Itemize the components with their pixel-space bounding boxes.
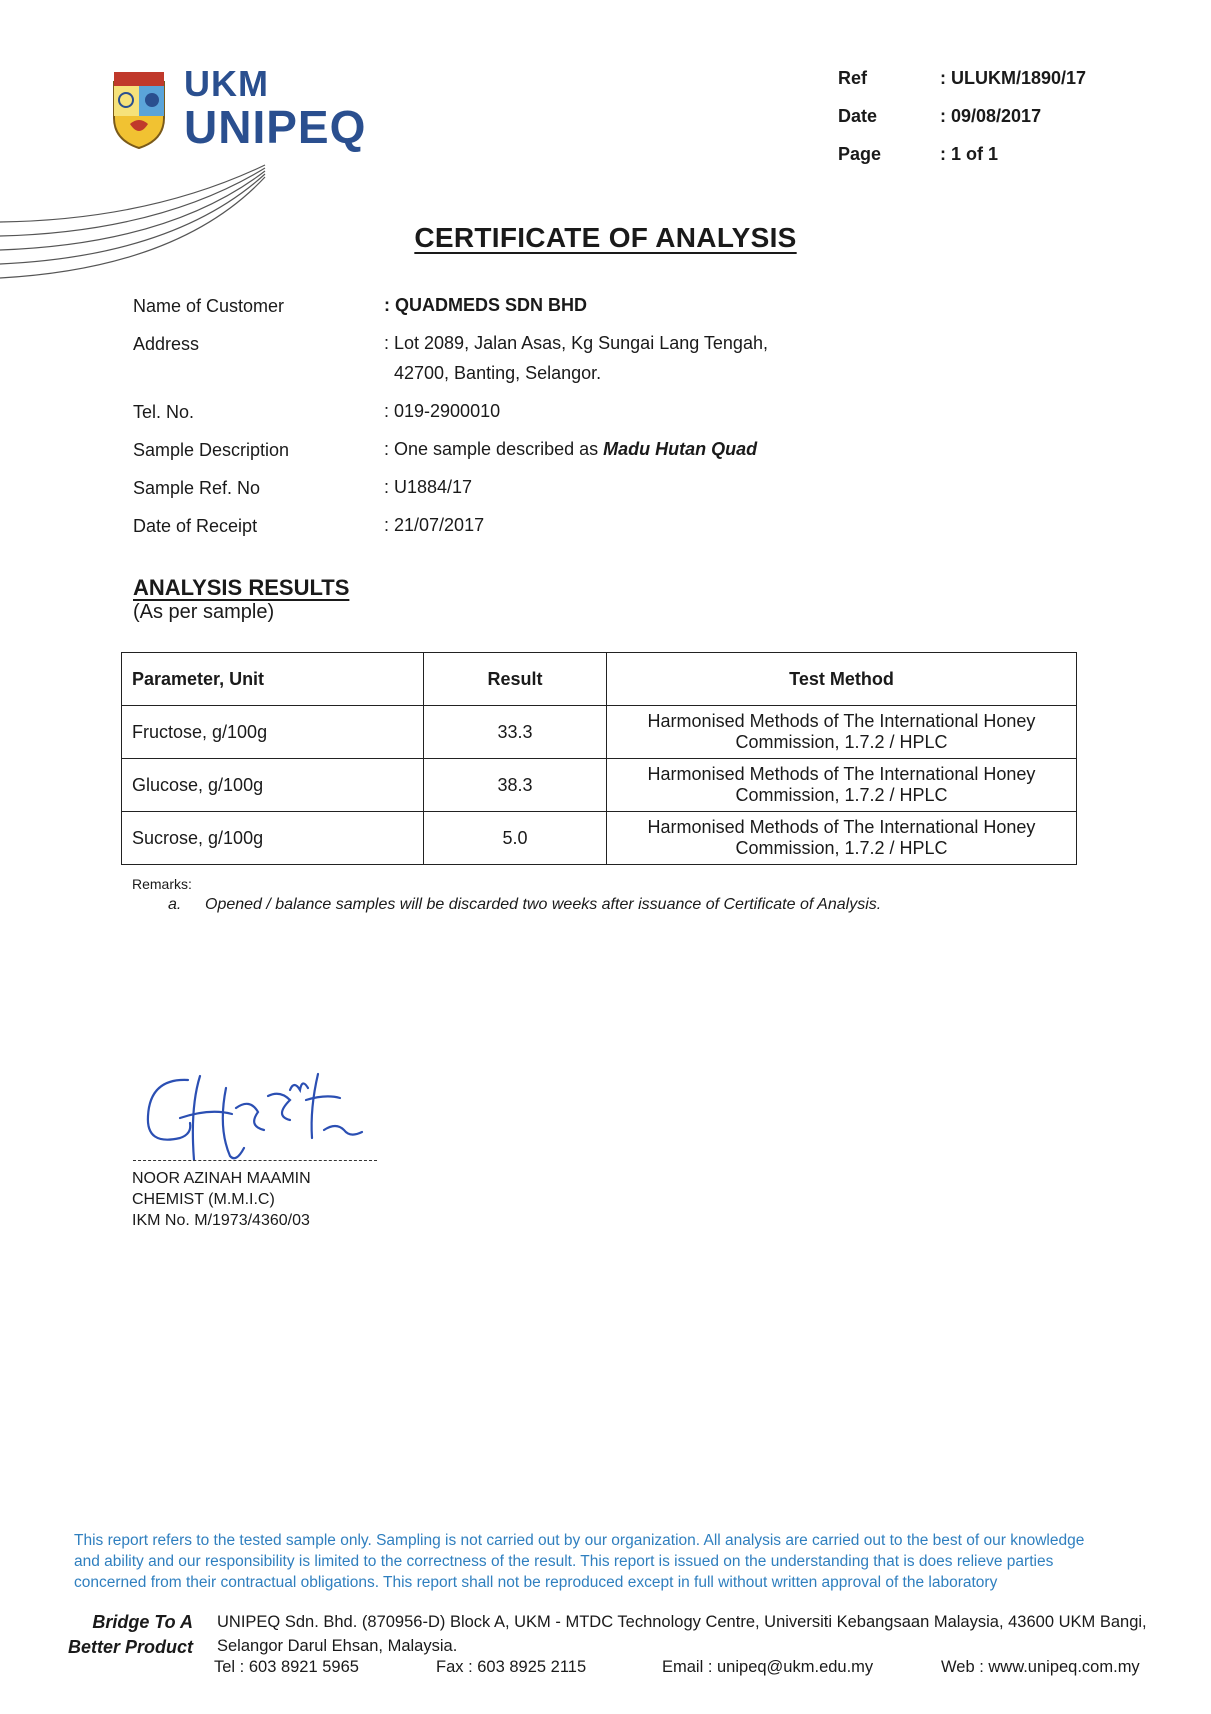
method-line-2: Commission, 1.7.2 / HPLC bbox=[735, 838, 948, 858]
ref-label: Ref bbox=[838, 68, 868, 88]
handwritten-signature bbox=[140, 1068, 370, 1163]
remarks-item-letter: a. bbox=[168, 896, 182, 913]
tagline-line-2: Better Product bbox=[67, 1637, 193, 1657]
parameter-cell: Fructose, g/100g bbox=[122, 706, 424, 759]
receipt-date-value: : 21/07/2017 bbox=[384, 515, 485, 535]
signatory-ikm-number: IKM No. M/1973/4360/03 bbox=[132, 1212, 310, 1229]
method-cell bbox=[607, 706, 1077, 759]
logo-text-ukm: UKM bbox=[184, 63, 269, 104]
remarks-item bbox=[168, 896, 881, 914]
table-row bbox=[122, 759, 1077, 812]
table-row bbox=[122, 706, 1077, 759]
sample-description-row bbox=[133, 440, 1033, 478]
parameter-cell: Glucose, g/100g bbox=[122, 759, 424, 812]
tagline-line-1: Bridge To A bbox=[92, 1612, 193, 1632]
signatory-name: NOOR AZINAH MAAMIN bbox=[132, 1170, 311, 1187]
page-value: : 1 of 1 bbox=[940, 144, 999, 164]
remarks-item-text: Opened / balance samples will be discarded two weeks after issuance of Certificate of Analysis. bbox=[205, 896, 882, 913]
address-line-1: : Lot 2089, Jalan Asas, Kg Sungai Lang Tengah, bbox=[384, 333, 768, 353]
method-line-1: Harmonised Methods of The International Honey bbox=[647, 711, 1036, 731]
table-row bbox=[122, 812, 1077, 865]
sample-ref-row bbox=[133, 478, 1033, 516]
tel-label: Tel. No. bbox=[133, 402, 195, 422]
method-line-1: Harmonised Methods of The International Honey bbox=[647, 817, 1036, 837]
footer-telephone: Tel : 603 8921 5965 bbox=[214, 1658, 359, 1676]
address-value bbox=[384, 328, 768, 402]
date-value: : 09/08/2017 bbox=[940, 106, 1042, 126]
parameter-cell: Sucrose, g/100g bbox=[122, 812, 424, 865]
remarks-label: Remarks: bbox=[132, 876, 192, 892]
receipt-date-label: Date of Receipt bbox=[133, 516, 258, 536]
results-table bbox=[121, 652, 1077, 865]
sample-ref-value: : U1884/17 bbox=[384, 477, 473, 497]
footer-email[interactable]: Email : unipeq@ukm.edu.my bbox=[662, 1658, 874, 1676]
column-header-parameter: Parameter, Unit bbox=[122, 653, 424, 706]
method-line-2: Commission, 1.7.2 / HPLC bbox=[735, 732, 948, 752]
signatory-block bbox=[132, 1168, 311, 1231]
customer-info bbox=[133, 296, 1033, 554]
page-row bbox=[838, 144, 1138, 182]
company-address bbox=[217, 1610, 1177, 1658]
method-line-2: Commission, 1.7.2 / HPLC bbox=[735, 785, 948, 805]
result-cell: 38.3 bbox=[424, 759, 607, 812]
certificate-title: CERTIFICATE OF ANALYSIS bbox=[414, 222, 797, 253]
date-label: Date bbox=[838, 106, 878, 126]
receipt-date-row bbox=[133, 516, 1033, 554]
company-address-line-1: UNIPEQ Sdn. Bhd. (870956-D) Block A, UKM - MTDC Technology Centre, Universiti Kebangsaan Malaysia, 43600 UKM Bangi, bbox=[217, 1613, 1147, 1631]
customer-name-value: : QUADMEDS SDN BHD bbox=[384, 295, 588, 315]
footer-tagline bbox=[58, 1610, 193, 1660]
column-header-test-method: Test Method bbox=[607, 653, 1077, 706]
address-label: Address bbox=[133, 334, 200, 354]
reference-block bbox=[838, 68, 1138, 182]
ref-value: : ULUKM/1890/17 bbox=[940, 68, 1087, 88]
footer-fax: Fax : 603 8925 2115 bbox=[436, 1658, 587, 1676]
result-cell: 5.0 bbox=[424, 812, 607, 865]
footer-disclaimer bbox=[74, 1530, 1164, 1593]
analysis-results-subheading: (As per sample) bbox=[133, 601, 275, 623]
signatory-title: CHEMIST (M.M.I.C) bbox=[132, 1191, 275, 1208]
footer-website[interactable]: Web : www.unipeq.com.my bbox=[941, 1658, 1140, 1676]
address-line-2: 42700, Banting, Selangor. bbox=[394, 363, 602, 383]
disclaimer-line: This report refers to the tested sample only. Sampling is not carried out by our organization. All analysis are carried out to the best of our knowledge bbox=[74, 1532, 1085, 1549]
analysis-results-heading: ANALYSIS RESULTS bbox=[133, 575, 350, 600]
page-label: Page bbox=[838, 144, 882, 164]
method-cell bbox=[607, 759, 1077, 812]
method-cell bbox=[607, 812, 1077, 865]
disclaimer-line: concerned from their contractual obligations. This report shall not be reproduced except in full without written approval of the laboratory bbox=[74, 1574, 998, 1591]
company-address-line-2: Selangor Darul Ehsan, Malaysia. bbox=[217, 1637, 458, 1655]
address-row bbox=[133, 334, 1033, 402]
logo-text-unipeq: UNIPEQ bbox=[184, 101, 367, 153]
sample-ref-label: Sample Ref. No bbox=[133, 478, 261, 498]
ukm-crest-logo bbox=[110, 68, 168, 150]
signature-line bbox=[133, 1160, 377, 1161]
result-cell: 33.3 bbox=[424, 706, 607, 759]
sample-name: Madu Hutan Quad bbox=[603, 439, 758, 459]
ref-row bbox=[838, 68, 1138, 106]
sample-description-label: Sample Description bbox=[133, 440, 290, 460]
customer-name-label: Name of Customer bbox=[133, 296, 285, 316]
column-header-result: Result bbox=[424, 653, 607, 706]
date-row bbox=[838, 106, 1138, 144]
disclaimer-line: and ability and our responsibility is limited to the correctness of the result. This report is issued on the understanding that is does relieve parties bbox=[74, 1553, 1054, 1570]
method-line-1: Harmonised Methods of The International Honey bbox=[647, 764, 1036, 784]
table-header-row bbox=[122, 653, 1077, 706]
tel-value: : 019-2900010 bbox=[384, 401, 501, 421]
sample-description-prefix: : One sample described as bbox=[384, 439, 604, 459]
